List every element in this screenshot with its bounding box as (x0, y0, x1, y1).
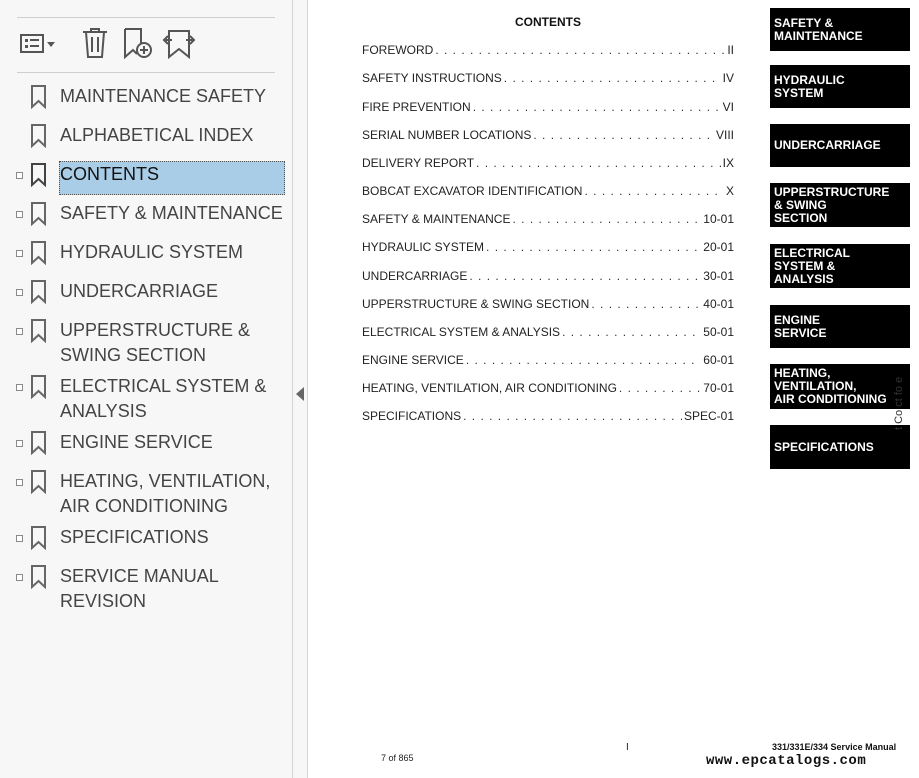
toc-leader (463, 409, 682, 423)
toc-title: FOREWORD (362, 43, 434, 57)
tab-line: UPPERSTRUCTURE (774, 184, 890, 199)
toc-title: UPPERSTRUCTURE & SWING SECTION (362, 297, 590, 311)
bookmark-label-line1: ELECTRICAL SYSTEM & (60, 376, 267, 396)
expand-toggle[interactable] (16, 479, 23, 486)
toc-page: 40-01 (703, 297, 734, 311)
options-button[interactable] (19, 26, 57, 60)
toc-entry[interactable] (362, 409, 734, 425)
list-options-icon (19, 26, 57, 60)
expand-toggle[interactable] (16, 289, 23, 296)
bookmark-label: SPECIFICATIONS (60, 527, 209, 547)
tab-line: ENGINE (774, 312, 821, 327)
delete-bookmark-button[interactable] (80, 26, 110, 60)
toc-page: II (727, 43, 734, 57)
expand-toggle[interactable] (16, 328, 23, 335)
toc-title: DELIVERY REPORT (362, 156, 475, 170)
tab-line: HYDRAULIC (774, 72, 845, 87)
toolbar-top-divider (17, 17, 275, 18)
tab-line: SECTION (774, 210, 828, 225)
toc-leader (512, 212, 701, 226)
tab-upperstructure[interactable] (770, 183, 910, 227)
toc-title: HEATING, VENTILATION, AIR CONDITIONING (362, 381, 617, 395)
tab-line: SERVICE (774, 325, 827, 340)
bookmark-icon (29, 202, 49, 226)
toc-title: ENGINE SERVICE (362, 353, 464, 367)
toc-title: ELECTRICAL SYSTEM & ANALYSIS (362, 325, 561, 339)
toc-entry[interactable] (362, 325, 734, 341)
toc-page: 20-01 (703, 240, 734, 254)
bookmark-icon (29, 85, 49, 109)
bookmark-icon (29, 565, 49, 589)
watermark: www.epcatalogs.com (706, 753, 867, 769)
expand-toggle[interactable] (16, 172, 23, 179)
toc-leader (584, 184, 724, 198)
toc-entry[interactable] (362, 269, 734, 285)
toc-entry[interactable] (362, 240, 734, 256)
toc-leader (562, 325, 701, 339)
tab-engine-service[interactable] (770, 305, 910, 348)
bookmark-label: SAFETY & MAINTENANCE (60, 203, 283, 223)
toc-leader (435, 43, 725, 57)
bookmarks-panel (0, 0, 292, 778)
bookmark-icon (29, 241, 49, 265)
expand-toggle[interactable] (16, 535, 23, 542)
toc-leader (619, 381, 701, 395)
tab-line: SAFETY & (774, 15, 834, 30)
bookmark-label-line2: AIR CONDITIONING (60, 496, 229, 516)
toc-leader (591, 297, 701, 311)
toc-leader (476, 156, 721, 170)
toc-entry[interactable] (362, 297, 734, 313)
toc-title: UNDERCARRIAGE (362, 269, 468, 283)
bookmark-label: UNDERCARRIAGE (60, 281, 219, 301)
toc-leader (473, 100, 721, 114)
bookmark-icon (29, 163, 49, 187)
tab-line: SPECIFICATIONS (774, 439, 874, 454)
toc-leader (504, 71, 721, 85)
toc-leader (469, 269, 701, 283)
expand-toggle[interactable] (16, 574, 23, 581)
bookmark-label: MAINTENANCE SAFETY (60, 86, 267, 106)
toc-entry[interactable] (362, 353, 734, 369)
tab-line: SYSTEM (774, 85, 824, 100)
toc-entry[interactable] (362, 43, 734, 59)
toc-title: SAFETY & MAINTENANCE (362, 212, 511, 226)
tab-line: & SWING (774, 197, 827, 212)
tab-line: ANALYSIS (774, 271, 834, 286)
tab-line: ELECTRICAL (774, 245, 850, 260)
toc-entry[interactable] (362, 100, 734, 116)
bookmark-label: ENGINE SERVICE (60, 432, 213, 452)
bookmark-icon (29, 319, 49, 343)
toc-leader (486, 240, 701, 254)
tab-line: SYSTEM & (774, 258, 836, 273)
bookmark-label-line2: SWING SECTION (60, 345, 207, 365)
tab-line: VENTILATION, (774, 379, 857, 393)
expand-bookmark-button[interactable] (162, 26, 196, 60)
toc-page: IX (722, 156, 734, 170)
bookmark-icon (29, 431, 49, 455)
toc-page: 70-01 (703, 381, 734, 395)
page-number: I (626, 742, 629, 753)
tab-undercarriage[interactable] (770, 124, 910, 167)
toc-page: VIII (715, 128, 734, 142)
toc-entry[interactable] (362, 128, 734, 144)
bookmark-icon (29, 375, 49, 399)
toc-title: SERIAL NUMBER LOCATIONS (362, 128, 532, 142)
toc-entry[interactable] (362, 381, 734, 397)
tab-line: UNDERCARRIAGE (774, 138, 881, 152)
tab-line: MAINTENANCE (774, 28, 863, 43)
bookmark-label-line2: REVISION (60, 591, 147, 611)
toc-entry[interactable] (362, 156, 734, 172)
add-bookmark-icon (121, 26, 153, 60)
tab-line: AIR CONDITIONING (774, 392, 887, 406)
toc-page: 10-01 (703, 212, 734, 226)
toc-title: SPECIFICATIONS (362, 409, 462, 423)
expand-toggle[interactable] (16, 384, 23, 391)
toc-page: 30-01 (703, 269, 734, 283)
bookmark-label: HYDRAULIC SYSTEM (60, 242, 244, 262)
toc-page: 60-01 (703, 353, 734, 367)
tab-line: HEATING, (774, 366, 831, 380)
toc-page: IV (722, 71, 734, 85)
bookmark-label-line2: ANALYSIS (60, 401, 147, 421)
bookmark-label: CONTENTS (60, 164, 159, 184)
toc-title: HYDRAULIC SYSTEM (362, 240, 485, 254)
bookmark-label-line1: HEATING, VENTILATION, (60, 471, 271, 491)
bookmark-label-line1: SERVICE MANUAL (60, 566, 219, 586)
expand-toggle[interactable] (16, 250, 23, 257)
expand-toggle[interactable] (16, 211, 23, 218)
page-count: 7 of 865 (381, 753, 414, 763)
tab-hydraulic-system[interactable] (770, 65, 910, 108)
toc-page: 50-01 (703, 325, 734, 339)
tab-specifications[interactable] (770, 425, 910, 469)
toc-leader (533, 128, 714, 142)
vertical-margin-text: t Co ct fo e (893, 376, 905, 430)
expand-toggle[interactable] (16, 440, 23, 447)
tab-safety-maintenance[interactable] (770, 8, 910, 51)
bookmark-icon (29, 280, 49, 304)
tab-heating-ventilation[interactable] (770, 364, 910, 409)
tab-electrical-system[interactable] (770, 244, 910, 288)
toc-title: BOBCAT EXCAVATOR IDENTIFICATION (362, 184, 583, 198)
toc-page: SPEC-01 (683, 409, 734, 423)
bookmark-icon (29, 470, 49, 494)
bookmark-icon (29, 124, 49, 148)
add-bookmark-button[interactable] (121, 26, 153, 60)
toolbar-bottom-divider (17, 72, 275, 73)
toc-entry[interactable] (362, 71, 734, 87)
toc-page: X (725, 184, 734, 198)
bookmark-label-line1: UPPERSTRUCTURE & (60, 320, 251, 340)
bookmark-label: ALPHABETICAL INDEX (60, 125, 254, 145)
toc-entry[interactable] (362, 184, 734, 200)
page-title: CONTENTS (515, 15, 581, 29)
trash-icon (80, 26, 110, 60)
toc-leader (466, 353, 701, 367)
collapse-panel-icon[interactable] (296, 387, 304, 401)
expand-bookmark-icon (162, 26, 196, 60)
toc-title: FIRE PREVENTION (362, 100, 471, 114)
toc-entry[interactable] (362, 212, 734, 228)
toc-page: VI (722, 100, 734, 114)
toc-title: SAFETY INSTRUCTIONS (362, 71, 502, 85)
bookmark-icon (29, 526, 49, 550)
manual-title: 331/331E/334 Service Manual (772, 742, 897, 752)
